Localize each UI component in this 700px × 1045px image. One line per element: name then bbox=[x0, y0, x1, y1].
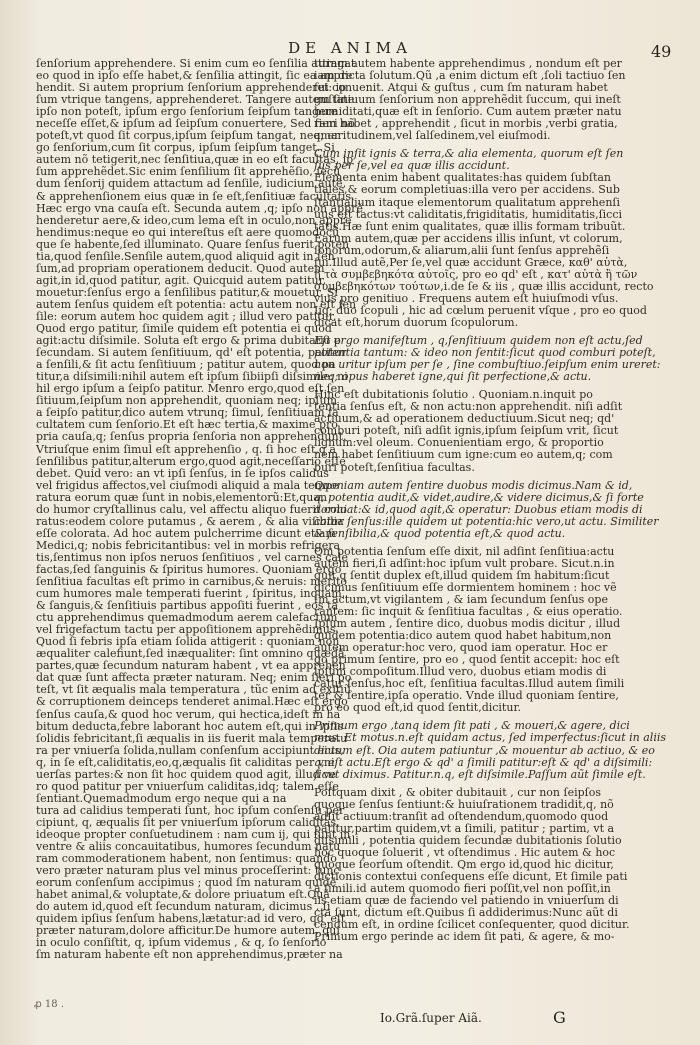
text-line: ſenſitiua facultas eſt primo in carnibus,& neruis: merito bbox=[36, 575, 348, 589]
text-line: pro eo quod eſt,id quod ſentit,dicitur. bbox=[314, 701, 521, 715]
text-line: ſentiant.Quemadmodum ergo neque qui a na bbox=[36, 791, 287, 805]
text-line: vius pro genitiuo . Frequens autem eſt huiuſmodi vſus. bbox=[314, 291, 619, 305]
text-line: iis etiam quæ de faciendo vel patiendo in vniuerſum di bbox=[314, 894, 619, 908]
text-line: ctu apprehendimus quemadmodum aerem calefactum bbox=[36, 611, 338, 625]
text-line: ram commoderationem habent, non ſentimus: quando bbox=[36, 852, 337, 866]
text-line: Quod ergo patitur, ſimile quidem eſt potentia ei quod bbox=[36, 322, 332, 336]
running-header: DE ANIMA bbox=[288, 39, 412, 57]
text-line: vero præter naturam plus vel minus proceſſerint: tunc bbox=[36, 864, 340, 878]
text-line: titur,a diſsimili:nihil autem eſt ipſum ſibiipſi diſsimile: ni bbox=[36, 370, 348, 384]
text-line: teſt, vt ſit æqualis mala temperatura , tũc enim ad exitiũ bbox=[36, 683, 351, 697]
text-line: a ſenſili,& ſit actu ſenſitiuum ; patitur autem, quod pa bbox=[36, 358, 336, 372]
text-line: Ipſum autem , ſentire dico, duobus modis dicitur , illud bbox=[314, 617, 621, 631]
text-line: Vtriuſque enim ſimul eſt apprehenſio , q. ſi hoc eſt,q a bbox=[36, 442, 336, 456]
text-line: partes,quæ ſecundum naturam habent , vt ea apprehen bbox=[36, 659, 346, 673]
text-line-italic: Primum ergo ,tanq idem ſit pati , & moueri,& agere, dici bbox=[314, 719, 630, 733]
text-line: cta ſunt, dictum eſt.Quibus ſi addiderimus:Nunc aũt di bbox=[314, 906, 618, 920]
text-line: quidem potentia:dico autem quod habet habitum,non bbox=[314, 629, 612, 643]
text-line: hendimus:neque eo qui intereſtus eſt aere quomodocũ bbox=[36, 225, 340, 239]
text-line: ipſum compoſitum.Illud vero, duobus etiam modis di bbox=[314, 665, 607, 679]
text-line: & ſanguis,& ſenſitiuis partibus appoſiti fuerint , eos ta bbox=[36, 599, 339, 613]
text-line-italic: Cum inſit ignis & terra,& alia elementa, quorum eſt ſen bbox=[314, 147, 624, 161]
text-line: συμβεβηκότων τούτων,i.de ſe & iis , quæ illis accidunt, recto bbox=[314, 279, 654, 293]
text-line: go primum ſentire, pro eo , quod ſentit accepit: hoc eſt bbox=[314, 653, 620, 667]
text-line: debet. Quid vero: an vt ipſi ſenſus, in ſe ipſos calidus bbox=[36, 466, 329, 480]
text-line: ra per vniuerſa ſolida,nullam conſenſum accipiunt eius, bbox=[36, 743, 344, 757]
text-line: ſum,ad propriam operationem deducit. Quod autem bbox=[36, 261, 325, 275]
left-text-column bbox=[36, 57, 363, 962]
text-line-italic: non uritur ipſum per ſe , ſine combuſtiuo.ſeipſum enim ureret: bbox=[314, 358, 661, 372]
signature-mark: G bbox=[553, 1008, 566, 1027]
text-line: amaritudinem,vel ſalſedinem,vel eiuſmodi. bbox=[314, 129, 551, 143]
text-line: Qm potentia ſenſum eſſe dixit, nil adſint ſenſitiua:actu bbox=[314, 544, 615, 558]
text-line: autem nõ tetigerit,nec ſenſitiua,quæ in eo eſt facultas, ip bbox=[36, 153, 354, 167]
text-line-italic: q, eſt actu.Eſt ergo & qd' a ſimili patitur:eſt & qd' a diſsimili: bbox=[314, 755, 653, 769]
text-line: ſenſus cauſa,& quod hoc verum, qui hectica,ideſt in ha bbox=[36, 707, 341, 721]
text-line: cum humores male temperati fuerint , ſpiritus, inquam, bbox=[36, 587, 346, 601]
text-line: a ſimili.id autem quomodo fieri poſſit,vel non poſſit,in bbox=[314, 882, 611, 896]
text-line: ro quod patitur per vniuerſum caliditas,idq; talem eſſe bbox=[36, 779, 339, 793]
text-line: quoque ſeorſum oſtendit. Qm ergo id,quod hic dicitur, bbox=[314, 857, 614, 871]
text-line: eo quod in ipſo eſſe habet,& ſenſilia attingit, ſic ea appre bbox=[36, 69, 353, 83]
text-line: que ſe habente,ſed illuminato. Quare ſenſus fuerit poten bbox=[36, 237, 350, 251]
text-line: ſum apprehẽdet.Sic enim ſenſilium ſit apprehẽſio, ſecũ bbox=[36, 165, 341, 179]
text-line: quoque ſenſus ſentiunt:& huiuſrationem tradidit,q, nõ bbox=[314, 797, 614, 811]
text-line: turam autem habente apprehendimus , nondum eſt per bbox=[314, 57, 622, 70]
text-line: cendum eſt, in ordine ſcilicet conſequenter, quod dicitur. bbox=[314, 918, 630, 932]
text-line: ſenſorium apprehendere. Si enim cum eo ſenſilia attingat bbox=[36, 57, 356, 70]
text-line-italic: dormiat:& id,quod agit,& operatur: Duobus etiam modis di bbox=[314, 502, 643, 516]
text-line-italic: dictum eſt. Oia autem patiuntur ,& mouentur ab actiuo, & eo bbox=[314, 743, 655, 757]
text-line: agit,in id,quod patitur, agit. Quicquid autem patitur, bbox=[36, 273, 327, 287]
text-line: Hinc eſt dubitationis ſolutio . Quoniam.n.inquit po bbox=[314, 388, 593, 402]
page-number: 49 bbox=[651, 42, 672, 61]
text-line: dictionis contextui conſequens eſſe dicunt, Et ſimile pati bbox=[314, 870, 628, 883]
text-line: adſit actiuum:tranſit ad oſtendendum,quomodo quod bbox=[314, 809, 609, 823]
text-line: nem habet ſenſitiuum cum igne:cum eo autem,q; com bbox=[314, 448, 613, 462]
text-line: quidem ipſius ſenſum habens,lætatur:ad id vero, qd' eſt bbox=[36, 912, 346, 926]
text-line: fui.Illud autẽ,Per ſe,vel quæ accidunt Græce, καθ' αὑτὰ, bbox=[314, 255, 628, 269]
text-line: ram habet , apprehendit , ſicut in morbis ,verbi gratia, bbox=[314, 117, 618, 131]
text-line-italic: ſicut diximus. Patitur.n.q, eſt diſsimile.Paſſum aũt ſimile eſt. bbox=[314, 767, 646, 781]
text-line: mouetur:ſenſus ergo a ſenſilibus patitur,& mouetur. Si bbox=[36, 285, 338, 299]
text-line: guſtatiuum ſenſorium non apprehẽdit ſuccum, qui ineſt bbox=[314, 93, 621, 107]
text-line: hendit. Si autem proprium ſenſorium apprehenderet: ip bbox=[36, 81, 347, 95]
text-line: tia,quod ſenſile.Senſile autem,quod aliquid agit in ſen bbox=[36, 249, 335, 263]
text-line: uerſas partes:& non ſit hoc quidem quod agit, illud ve bbox=[36, 767, 337, 781]
text-line: ſenſilibus patitur,alterum ergo,quod agit,neceſſario eſſe bbox=[36, 454, 346, 468]
text-line: dat quæ ſunt affecta præter naturam. Neq; enim ſieri po bbox=[36, 671, 352, 685]
text-line: vel frigefactum tactu per appoſitionem apprehẽdimus. bbox=[36, 623, 339, 637]
text-line: dum ſenſorij quidem attactum ad ſenſile, iudicium autẽ, bbox=[36, 177, 347, 191]
text-line: ſonorum,odorum,& aliarum,alii ſunt ſenſus apprehẽſi bbox=[314, 243, 610, 257]
text-line: tiales,& eorum completiuas:illa vero per accidens. Sub bbox=[314, 183, 620, 197]
text-line: a ſeipſo patitur,dico autem vtrunq; ſimul, ſenſitiuam fa bbox=[36, 406, 339, 420]
text-line: & apprehenſionem eius quæ in ſe eſt,ſenſitiuæ facultatis. bbox=[36, 189, 355, 203]
text-line: æqualiter calefiunt,ſed inæqualiter: ſint omnino quædã bbox=[36, 647, 345, 661]
text-line: hoc quoque ſoluerit , vt oſtendimus . Hic autem & hoc bbox=[314, 845, 616, 859]
text-line: ſecundam. Si autem ſenſitiuum, qd' eſt potentia, patitur bbox=[36, 346, 347, 360]
text-line: ſm naturam habente eſt non apprehendimus,præter na bbox=[36, 948, 343, 962]
text-line: & corruptionem deinceps tenderet animal.Hæc eſt ergo bbox=[36, 695, 348, 709]
right-text-column bbox=[314, 57, 666, 944]
text-line: habet animal,& voluptate,& dolore priuatum eſt.Quã bbox=[36, 888, 330, 902]
text-line: lignum:vel oleum. Conuenientiam ergo, & proportio bbox=[314, 436, 604, 450]
text-line: Iiq; duo ſcopuli , hic ad cœlum peruenit vſque , pro eo quod bbox=[314, 303, 647, 317]
text-line: ipſo non poteſt, ipſum ergo ſenſorium ſeipſum tangere bbox=[36, 105, 338, 119]
text-line: actiuum,& ad operationem deductiuum.Sicut neq; qd' bbox=[314, 412, 615, 426]
signature-line: Io.Grã.ſuper Aiã. bbox=[380, 1011, 482, 1025]
text-line: iam dicta ſolutum.Qũ ,a enim dictum eſt ,ſoli tactiuo ſen bbox=[314, 69, 626, 83]
text-line: tis,ſentimus non ipſos neruos ſenſitiuos , vel carnes cale bbox=[36, 550, 348, 564]
text-line: pria cauſa,q; ſenſus propria ſenſoria non apprehendunt. bbox=[36, 430, 347, 444]
text-line: ventre & aliis concauitatibus, humores ſecundum natu bbox=[36, 840, 341, 854]
text-line: dicimus ſenſitiuum eſſe dormientem hominem : hoc vẽ bbox=[314, 580, 617, 594]
text-line: ſui conuenit. Atqui & guſtus , cum ſm naturam habet bbox=[314, 81, 608, 95]
text-line: factas,ſed ſanguinis & ſpiritus humores. Quoniam ergo bbox=[36, 562, 342, 576]
text-line: humiditati,quæ eſt in ſenſorio. Cum autem præter natu bbox=[314, 105, 622, 119]
text-line: henderetur aere,& ideo,cum lema eſt in oculo,non appre bbox=[36, 213, 352, 227]
text-line: eorum conſenſum accipimus ; quod ſm naturam quidẽ bbox=[36, 876, 337, 890]
text-line: hil ergo ipſum a ſeipſo patitur. Menro ergo,quod eſt ſen bbox=[36, 382, 345, 396]
text-line: in oculo conſiſtit, q, ipſum videmus , & q, ſo ſenſorio bbox=[36, 936, 327, 950]
text-line: rantem: ſic inquit & ſenſitiua facultas , & eius operatio. bbox=[314, 605, 623, 619]
text-line: patitur,partim quidem,vt a ſimili, patitur ; partim, vt a bbox=[314, 821, 615, 835]
text-line: Elementa enim habent qualitates:has quidem ſubſtan bbox=[314, 171, 612, 185]
text-line: ſitiuum,ſeipſum non apprehendit, quoniam neq; ipſum bbox=[36, 394, 338, 408]
text-line: autem fieri,ſi adſint:hoc ipſum vult probare. Sicut.n.in bbox=[314, 556, 615, 570]
text-line: eſſe colorata. Ad hoc autem pulcherrime dicunt etiam bbox=[36, 526, 336, 540]
text-line: q, in ſe eſt,caliditatis,eo,q,æqualis ſit caliditas per vni bbox=[36, 755, 335, 769]
text-line: vel frigidus affectos,vel ciuſmodi aliquid a mala tempe bbox=[36, 478, 339, 492]
text-line-italic: catur ſenſus:ille quidem ut potentia:hic vero,ut actu. Similiter bbox=[314, 514, 659, 528]
text-line: Primum ergo perinde ac idem ſit pati, & agere, & mo- bbox=[314, 930, 615, 944]
text-line: autem ſenſus quidem eſt potentia: actu autem non eſt ſen bbox=[36, 297, 357, 311]
text-line: ſm actum,vt vigilantem , & iam ſecundum ſenſus ope bbox=[314, 592, 608, 606]
text-line-italic: neq; opus haberet igne,qui ſit perfectione,& actu. bbox=[314, 370, 592, 384]
text-line: ter & ſentire,ipſa operatio. Vnde illud quoniam ſentire, bbox=[314, 689, 619, 703]
text-line: tatis.Hæ ſunt enim qualitates, quæ illis formam tribuũt. bbox=[314, 219, 626, 233]
text-line: diſsimili , potentia quidem ſecundæ dubitationis ſolutio bbox=[314, 833, 622, 847]
text-line: quit,q ſentit duplex eſt,illud quidem ſm habitum:ſicut bbox=[314, 568, 610, 582]
text-line: cipiunt, q, æqualis ſit per vniuerſum ipſorum caliditas, bbox=[36, 815, 340, 829]
text-line: ſtantialium itaque elementorum qualitatum apprehenſi bbox=[314, 195, 620, 209]
text-line: Earum autem,quæ per accidens illis inſunt, vt colorum, bbox=[314, 231, 623, 245]
text-line: præter naturam,dolore afficitur.De humore autem, qui bbox=[36, 924, 340, 938]
text-line: Hæc ergo vna cauſa eſt. Secunda autem ,q; ipſo non apprẽ bbox=[36, 201, 363, 215]
text-line: tura ad calidius temperati ſunt, hoc ipſum conſenſu per bbox=[36, 803, 345, 817]
text-line: neceſſe eſſet,& ipſum ad ſeipſum conuertere, Sed ſieri nõ bbox=[36, 117, 355, 131]
text-line: ratus:eodem colore putamus , & aerem , & alia viſibilia bbox=[36, 514, 344, 528]
text-line-italic: Eſt ergo manifeſtum , q,ſenſitiuum quidem non eſt actu,ſed bbox=[314, 334, 643, 348]
text-line: poteſt,vt quod ſit corpus,ipſum ſeipſum tangat, neq; er bbox=[36, 129, 340, 143]
text-line: autem operatur:hoc vero, quod iam operatur. Hoc er bbox=[314, 641, 608, 655]
text-line: ſum vtrique tangens, apprehenderet. Tangere autem ſine bbox=[36, 93, 355, 107]
text-line: comburi poteſt, niſi adſit ignis,ipſum ſeipſum vrit, ſicut bbox=[314, 424, 619, 438]
text-line: go ſenſorium,cum ſit corpus, ipſum ſeipſum tanget. Si bbox=[36, 141, 335, 155]
text-line: ἢ τὰ συμβεβηκότα αὐτοῖς, pro eo qd' eſt , κατ' αὑτὰ ἢ τῶν bbox=[314, 267, 638, 281]
text-line: agit:actu diſsimile. Soluta eſt ergo & prima dubitatio p bbox=[36, 334, 341, 348]
text-line-italic: mus. Et motus.n.eſt quidam actus, ſed imperfectus:ſicut in aliis bbox=[314, 731, 666, 745]
text-line: do autem id,quod eſt ſecundum naturam, dicimus , ſi bbox=[36, 900, 331, 914]
text-line-italic: ſus per ſe,vel ea quæ illis accidunt. bbox=[314, 159, 510, 173]
text-line-italic: & ſenſibilia,& quod potentia eſt,& quod actu. bbox=[314, 526, 566, 540]
text-line: bitum deducta,febre laborant hoc autem eſt,qui in ipſis bbox=[36, 719, 344, 733]
text-line-italic: q, potentia audit,& videt,audire,& videre dicimus,& ſi forte bbox=[314, 490, 644, 504]
text-line: Quod ſi febris ipſa etiam ſolida attigerit : quoniam non bbox=[36, 635, 340, 649]
text-line: Medici,q; nobis febricitantibus: vel in morbis refrigera bbox=[36, 538, 341, 552]
text-line: dicat eſt,horum duorum ſcopulorum. bbox=[314, 315, 519, 329]
corner-note: ꝓ 18 . bbox=[34, 999, 65, 1010]
text-line: ſolidis febricitant,ſi æqualis in iis fuerit mala temperatu bbox=[36, 731, 348, 745]
text-line: do humor cryſtallinus calu, vel affectu aliquo fuerit colo bbox=[36, 502, 347, 516]
text-line: cultatem cum ſenſorio.Et eſt hæc tertia,& maxime pro bbox=[36, 418, 338, 432]
text-line: Poſtquam dixit , & obiter dubitauit , cur non ſeipſos bbox=[314, 785, 601, 799]
text-line: catur ſenſus,hoc eſt, ſenſitiua facultas.Illud autem ſimili bbox=[314, 677, 625, 691]
text-line: ideoque propter conſuetudinem : nam cum ij, qui ſunt in bbox=[36, 828, 351, 841]
text-line: tentia ſenſus eſt, & non actu:non apprehendit. niſi adſit bbox=[314, 400, 623, 414]
text-line-italic: Quoniam autem ſentire duobus modis dicimus.Nam & id, bbox=[314, 478, 633, 492]
text-line-italic: potentia tantum: & ideo non ſentit:ſicut quod comburi poteſt, bbox=[314, 346, 656, 360]
text-line: uus eſt tactus:vt caliditatis,frigiditatis, humiditatis,ſicci bbox=[314, 207, 622, 221]
text-line: buri poteſt,ſenſitiua facultas. bbox=[314, 460, 475, 474]
text-line: ratura eorum quæ ſunt in nobis,elementorũ:Et,quan bbox=[36, 490, 328, 504]
text-line: ſile: eorum autem hoc quidem agit ; illud vero patitur. bbox=[36, 309, 337, 323]
